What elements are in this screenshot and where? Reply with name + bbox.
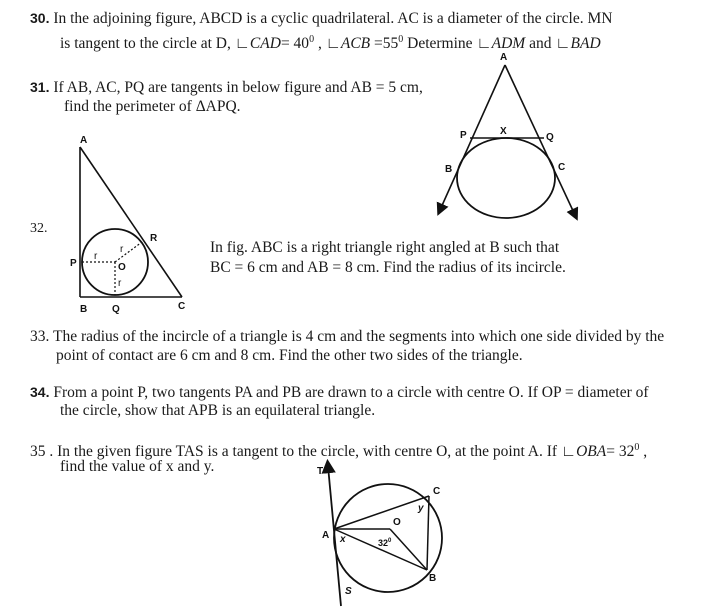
question-34-line2: the circle, show that APB is an equilateral triangle.: [60, 402, 376, 419]
question-number: 31.: [30, 79, 50, 95]
label-c: C: [178, 301, 186, 312]
question-30-line2: is tangent to the circle at D, ∟CAD= $40^0$ , ∟ACB $=55^0$ Determine ∟ADM and ∟BAD: [60, 34, 601, 53]
figure-q32: [70, 135, 200, 320]
question-30: [30, 8, 612, 29]
label-c: C: [558, 162, 566, 173]
circle: [457, 138, 555, 218]
label-r: R: [150, 233, 158, 244]
question-32-line2: BC = 6 cm and AB = 8 cm. Find the radius of its incircle.: [210, 259, 566, 276]
chord-cb: [427, 496, 429, 570]
question-number: 30.: [30, 10, 50, 26]
label-y: y: [418, 503, 424, 514]
figure-q35: [305, 462, 455, 609]
label-a: A: [80, 135, 88, 146]
question-35: 35 . In the given figure TAS is a tangent to the circle, with centre O, at the point A. If ∟OBA= $32^0$ ,: [30, 442, 648, 461]
label-q: Q: [112, 304, 120, 315]
question-32: [30, 218, 48, 239]
label-b: B: [445, 164, 453, 175]
label-a: A: [322, 530, 330, 541]
question-32-text: In fig. ABC is a right triangle right angled at B such that: [210, 239, 560, 256]
label-x: x: [340, 534, 346, 545]
question-33: [30, 327, 664, 347]
angle-cad: ∟CAD: [234, 35, 281, 53]
question-33-line2: point of contact are 6 cm and 8 cm. Find the other two sides of the triangle.: [56, 347, 523, 364]
label-q: Q: [546, 132, 554, 143]
label-b: B: [80, 304, 88, 315]
question-text: The radius of the incircle of a triangle is 4 cm and the segments into which one side divided by the: [49, 328, 665, 345]
label-angle: $32^0$: [378, 538, 392, 548]
angle-oba: ∟OBA: [560, 443, 607, 461]
label-s: S: [345, 586, 352, 597]
label-p: P: [70, 258, 77, 269]
label-t: T: [317, 466, 324, 477]
tangent-ac: [505, 65, 575, 215]
question-number: 33.: [30, 328, 50, 345]
angle-adm: ∟ADM: [476, 35, 526, 53]
question-number: 35: [30, 443, 46, 461]
label-o: O: [118, 262, 126, 273]
label-x: X: [500, 126, 507, 137]
question-31-line2: find the perimeter of ΔAPQ.: [64, 98, 241, 115]
angle-bad: ∟BAD: [555, 35, 601, 53]
question-35-line2: find the value of x and y.: [60, 458, 215, 475]
label-a: A: [500, 52, 508, 63]
label-o: O: [393, 517, 401, 528]
question-34: [30, 382, 649, 403]
question-text: If AB, AC, PQ are tangents in below figure and AB = 5 cm,: [53, 79, 423, 96]
label-r1: r: [94, 251, 98, 262]
figure-q31: [420, 50, 590, 225]
angle-acb: ∟ACB: [325, 35, 371, 53]
question-31: [30, 77, 423, 98]
chord-ab: [334, 529, 427, 570]
question-text: In the adjoining figure, ABCD is a cyclic quadrilateral. AC is a diameter of the circle. MN: [53, 10, 613, 27]
question-text: From a point P, two tangents PA and PB are drawn to a circle with centre O. If OP = diameter of: [53, 384, 649, 401]
label-c: C: [433, 486, 441, 497]
side-ac: [80, 147, 182, 297]
question-number: 32.: [30, 221, 48, 236]
label-p: P: [460, 130, 467, 141]
label-b: B: [429, 573, 437, 584]
label-r3: r: [118, 278, 122, 289]
radius-ob: [390, 529, 427, 570]
question-number: 34.: [30, 384, 50, 400]
label-r2: r: [120, 244, 124, 255]
